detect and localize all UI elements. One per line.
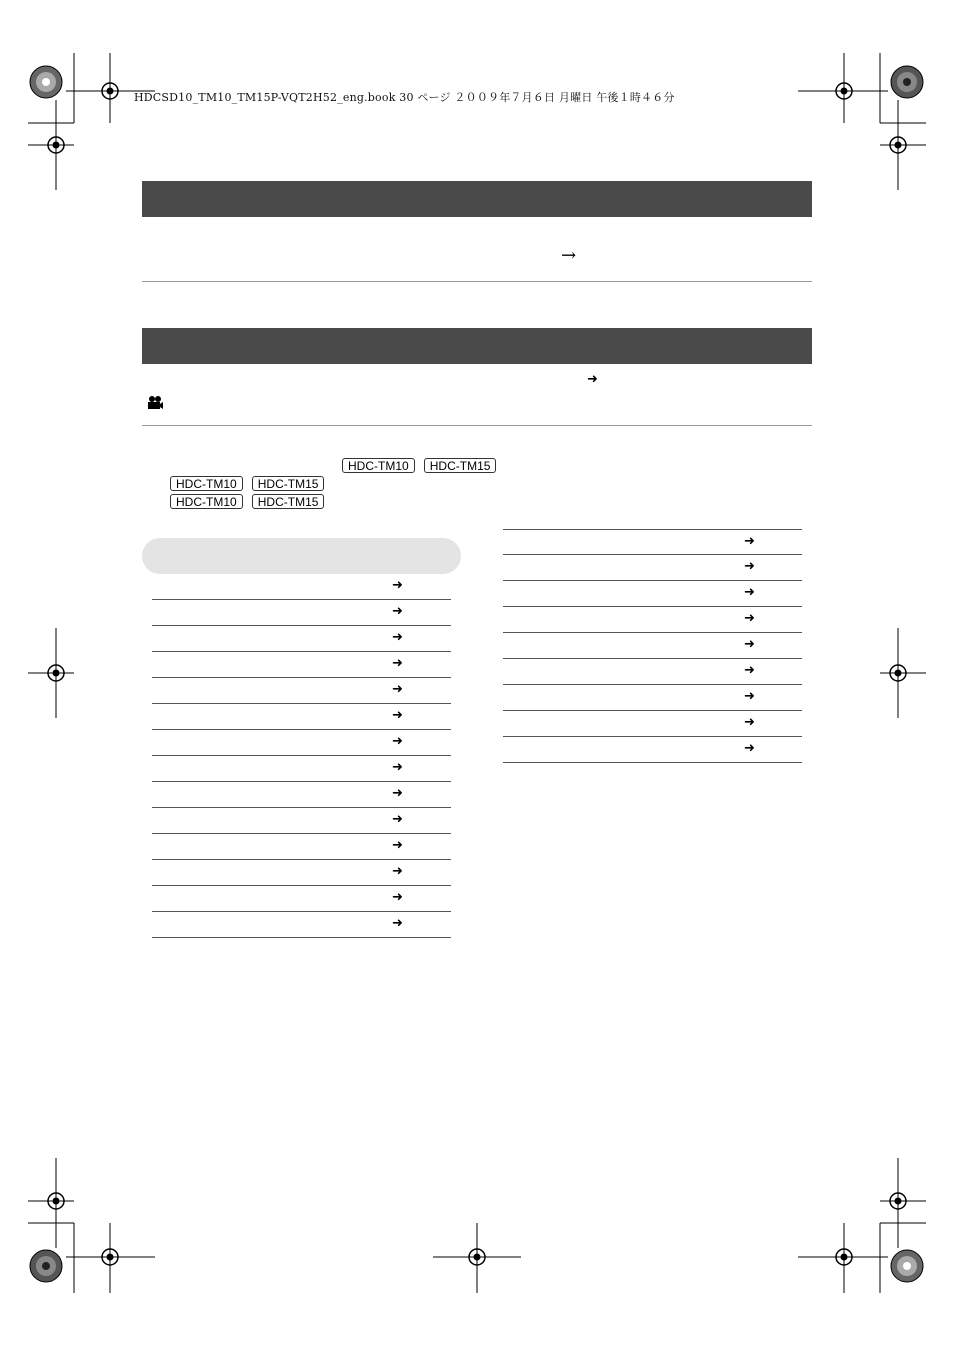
arrow-icon: ➜	[392, 630, 403, 645]
table-row	[152, 730, 451, 756]
model-tag: HDC-TM10	[170, 494, 243, 509]
model-tags-line-1	[342, 455, 496, 474]
table-left	[152, 574, 451, 938]
table-row	[503, 555, 802, 581]
table-row	[152, 626, 451, 652]
arrow-icon: ➜	[744, 689, 755, 704]
table-row	[503, 633, 802, 659]
arrow-icon: →	[561, 245, 577, 266]
table-row	[503, 711, 802, 737]
table-left-header	[142, 538, 461, 574]
model-tag: HDC-TM15	[252, 476, 325, 491]
table-row	[503, 685, 802, 711]
section-heading-bar-1	[142, 181, 812, 217]
section-divider-1	[142, 281, 812, 282]
model-tag: HDC-TM15	[252, 494, 325, 509]
table-row	[152, 756, 451, 782]
table-row	[152, 704, 451, 730]
arrow-icon: ➜	[744, 559, 755, 574]
table-right	[503, 529, 802, 765]
print-header: HDCSD10_TM10_TM15P-VQT2H52_eng.book 30 ページ ２００９年７月６日 月曜日 午後１時４６分	[134, 91, 675, 104]
arrow-icon: ➜	[744, 715, 755, 730]
table-row	[503, 659, 802, 685]
arrow-icon: ➜	[392, 812, 403, 827]
movie-camera-icon	[146, 395, 164, 411]
arrow-icon: ➜	[744, 741, 755, 756]
arrow-icon: ➜	[392, 890, 403, 905]
arrow-icon: ➜	[744, 611, 755, 626]
arrow-icon: ➜	[392, 604, 403, 619]
arrow-icon: ➜	[392, 786, 403, 801]
table-row	[152, 574, 451, 600]
arrow-icon: ➜	[392, 734, 403, 749]
arrow-icon: ➜	[392, 916, 403, 931]
arrow-icon: ➜	[392, 578, 403, 593]
section-heading-bar-2	[142, 328, 812, 364]
table-row	[152, 886, 451, 912]
table-row	[152, 834, 451, 860]
model-tag: HDC-TM10	[342, 458, 415, 473]
model-tags-line-3	[170, 491, 324, 510]
model-tags-line-2	[170, 473, 324, 492]
arrow-icon: ➜	[744, 663, 755, 678]
arrow-icon: ➜	[392, 708, 403, 723]
table-row	[152, 808, 451, 834]
table-row	[503, 607, 802, 633]
table-row	[503, 581, 802, 607]
arrow-icon: ➜	[392, 760, 403, 775]
table-row	[152, 782, 451, 808]
table-row	[152, 912, 451, 938]
table-row	[503, 529, 802, 555]
section-divider-2	[142, 425, 812, 426]
model-tag: HDC-TM10	[170, 476, 243, 491]
arrow-icon: ➜	[744, 637, 755, 652]
table-row	[152, 678, 451, 704]
table-row	[152, 652, 451, 678]
table-row	[152, 600, 451, 626]
arrow-icon: ➜	[392, 864, 403, 879]
table-row	[152, 860, 451, 886]
arrow-icon: ➜	[587, 372, 598, 387]
arrow-icon: ➜	[744, 585, 755, 600]
arrow-icon: ➜	[744, 534, 755, 549]
arrow-icon: ➜	[392, 656, 403, 671]
model-tag: HDC-TM15	[424, 458, 497, 473]
arrow-icon: ➜	[392, 682, 403, 697]
arrow-icon: ➜	[392, 838, 403, 853]
table-row	[503, 737, 802, 763]
